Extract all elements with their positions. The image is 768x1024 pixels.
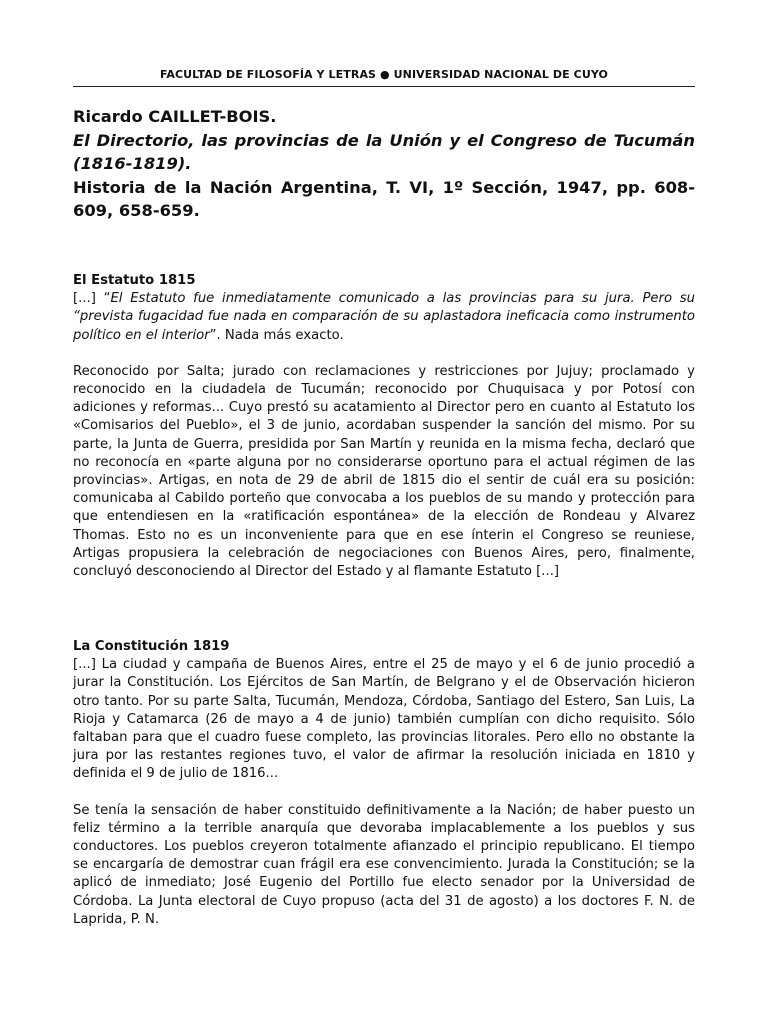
section-paragraph: [...] La ciudad y campaña de Buenos Aires, entre el 25 de mayo y el 6 de junio procedió a jurar la Constitución. Los Ejércitos de San Martín, de Belgrano y el de Observación hicieron otro tanto. Por su parte Salta, Tucumán, Mendoza, Córdoba, Santiago del Estero, San Luis, La Rioja y Catamarca (26 de mayo a 4 de junio) también cumplían con dicho requisito. Sólo faltaban para que el cuadro fuese completo, las provincias litorales. Pero ello no obstante la jura por las restantes regiones tuvo, el valor de afirmar la resolución iniciada en 1810 y definida el 9 de julio de 1816...	[73, 657, 695, 782]
section-constitucion	[73, 638, 695, 929]
section-paragraph	[73, 290, 695, 345]
quoted-text: El Estatuto fue inmediatamente comunicado a las provincias para su jura. Pero su “prevista fugacidad fue nada en comparación de su aplastadora ineficacia como instrumento político en el interior	[73, 291, 695, 343]
citation-author: Ricardo CAILLET-BOIS.	[73, 107, 277, 126]
header-rule	[73, 86, 695, 87]
section-paragraph: Reconocido por Salta; jurado con reclamaciones y restricciones por Jujuy; proclamado y reconocido en la ciudadela de Tucumán; reconocido por Chuquisaca y por Potosí con adiciones y reformas... Cuyo prestó su acatamiento al Director pero en cuanto al Estatuto los «Comisarios del Pueblo», el 3 de junio, acordaban suspender la sanción del mismo. Por su parte, la Junta de Guerra, presidida por San Martín y reunida en la misma fecha, declaró que no reconocía en «parte alguna por no considerarse oportuno para el actual régimen de las provincias». Artigas, en nota de 29 de abril de 1815 dio el sentir de cuál era su posición: comunicaba al Cabildo porteño que convocaba a los pueblos de su mando y protección para que entendiesen en la «ratificación espontánea» de la elección de Rondeau y Alvarez Thomas. Esto no es un inconveniente para que en ese ínterin el Congreso se reuniese, Artigas propusiera la celebración de negociaciones con Buenos Aires, pero, finalmente, concluyó desconociendo al Director del Estado y al flamante Estatuto [...]	[73, 363, 695, 580]
section-title: La Constitución 1819	[73, 639, 230, 654]
section-paragraph: Se tenía la sensación de haber constituido definitivamente a la Nación; de haber puesto un feliz término a la terrible anarquía que devoraba implacablemente a los pueblos y sus conductores. Los pueblos creyeron totalmente afianzado el principio republicano. El tiempo se encargaría de demostrar cuan frágil era ese convencimiento. Jurada la Constitución; se la aplicó de inmediato; José Eugenio del Portillo fue electo senador por la Universidad de Córdoba. La Junta electoral de Cuyo propuso (acta del 31 de agosto) a los doctores F. N. de Laprida, P. N.	[73, 802, 695, 927]
citation-book-title: El Directorio, las provincias de la Unión y el Congreso de Tucumán (1816-1819).	[73, 130, 695, 173]
section-title: El Estatuto 1815	[73, 273, 196, 288]
citation-reference: Historia de la Nación Argentina, T. VI, 1º Sección, 1947, pp. 608- 609, 658-659.	[73, 177, 695, 220]
quote-close: ”. Nada más exacto.	[209, 327, 344, 343]
citation-block	[73, 105, 695, 223]
quote-open: [...] “	[73, 291, 111, 307]
section-estatuto	[73, 272, 695, 581]
running-head: FACULTAD DE FILOSOFÍA Y LETRAS ● UNIVERSIDAD NACIONAL DE CUYO	[160, 68, 608, 81]
